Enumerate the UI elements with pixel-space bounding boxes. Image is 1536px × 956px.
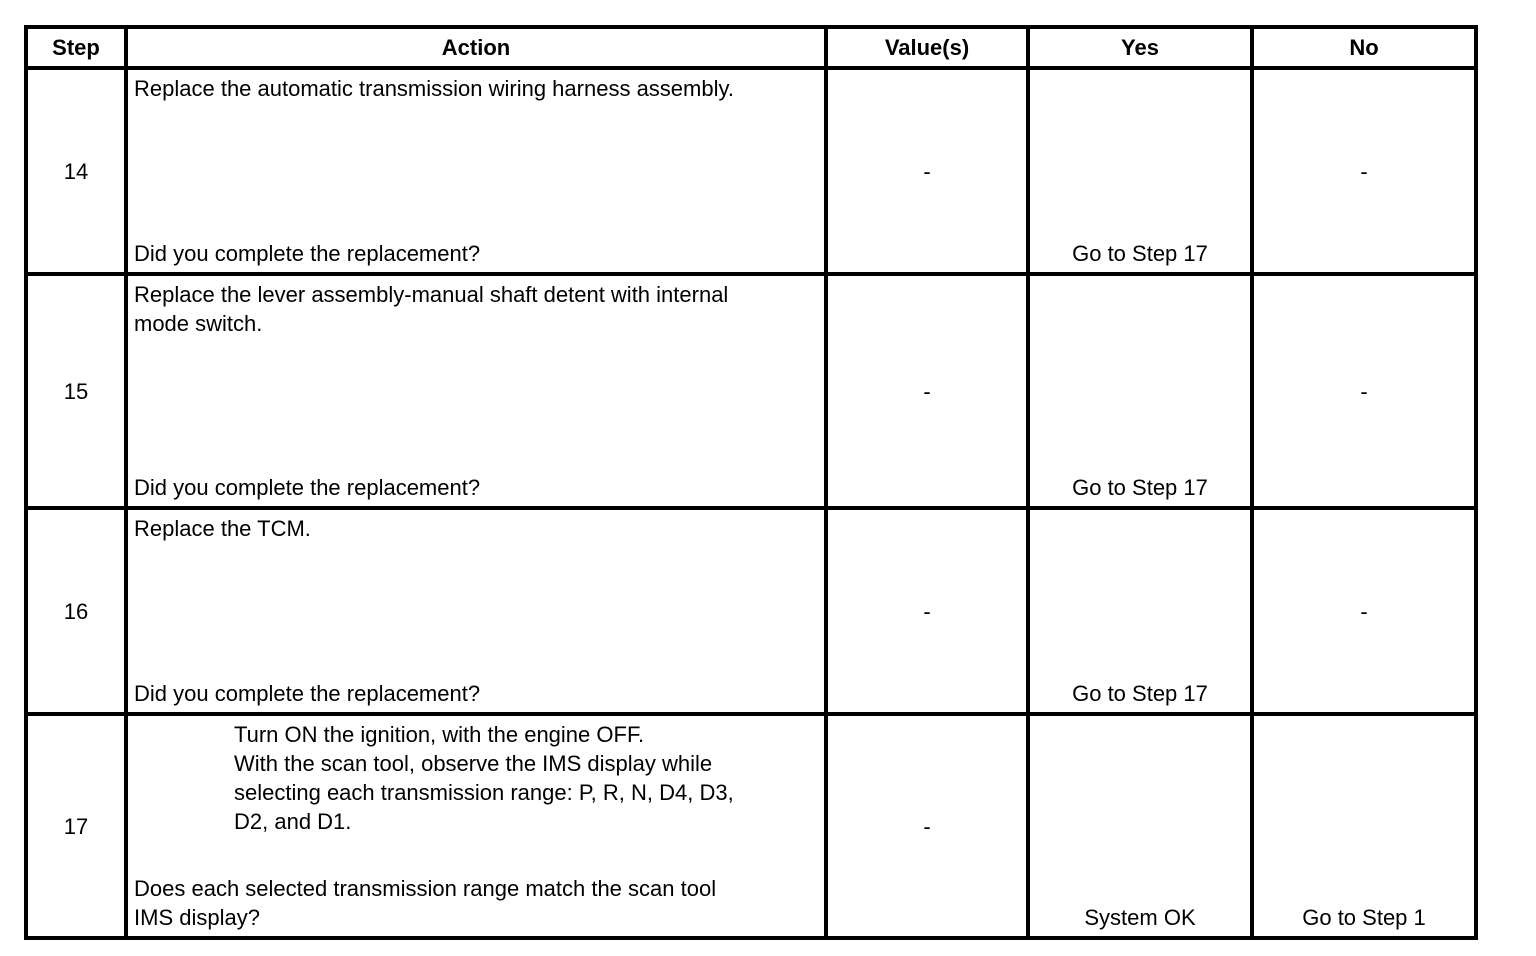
header-yes: Yes: [1028, 27, 1252, 68]
header-action: Action: [126, 27, 826, 68]
step-number: 17: [26, 714, 126, 938]
values-cell: -: [826, 68, 1028, 274]
action-question: Does each selected transmission range match the scan tool IMS display?: [134, 876, 717, 930]
yes-cell: Go to Step 17: [1028, 508, 1252, 714]
no-cell: Go to Step 1: [1252, 714, 1476, 938]
action-instruction: Replace the lever assembly-manual shaft detent with internal mode switch.: [134, 282, 729, 336]
action-cell: [126, 274, 826, 508]
action-instruction: Turn ON the ignition, with the engine OFF. With the scan tool, observe the IMS display while selecting each transmission range: P, R, N, D4, D3, D2, and D1.: [234, 722, 734, 834]
table-row: [26, 714, 1476, 938]
step-number: 16: [26, 508, 126, 714]
table-row: [26, 68, 1476, 274]
table-row: [26, 274, 1476, 508]
yes-cell: Go to Step 17: [1028, 68, 1252, 274]
step-number: 15: [26, 274, 126, 508]
header-step: Step: [26, 27, 126, 68]
action-question: Did you complete the replacement?: [134, 475, 481, 500]
header-no: No: [1252, 27, 1476, 68]
header-values: Value(s): [826, 27, 1028, 68]
values-cell: -: [826, 274, 1028, 508]
action-cell: [126, 714, 826, 938]
no-cell: -: [1252, 274, 1476, 508]
action-question: Did you complete the replacement?: [134, 241, 481, 266]
action-cell: [126, 508, 826, 714]
values-cell: -: [826, 508, 1028, 714]
action-instruction: Replace the TCM.: [134, 516, 311, 541]
no-cell: -: [1252, 508, 1476, 714]
step-number: 14: [26, 68, 126, 274]
values-cell: -: [826, 714, 1028, 938]
action-instruction: Replace the automatic transmission wiring harness assembly.: [134, 76, 734, 101]
diagnostic-table: [24, 25, 1478, 940]
yes-cell: System OK: [1028, 714, 1252, 938]
action-cell: [126, 68, 826, 274]
action-question: Did you complete the replacement?: [134, 681, 481, 706]
no-cell: -: [1252, 68, 1476, 274]
table-row: [26, 508, 1476, 714]
header-row: [26, 27, 1476, 68]
yes-cell: Go to Step 17: [1028, 274, 1252, 508]
